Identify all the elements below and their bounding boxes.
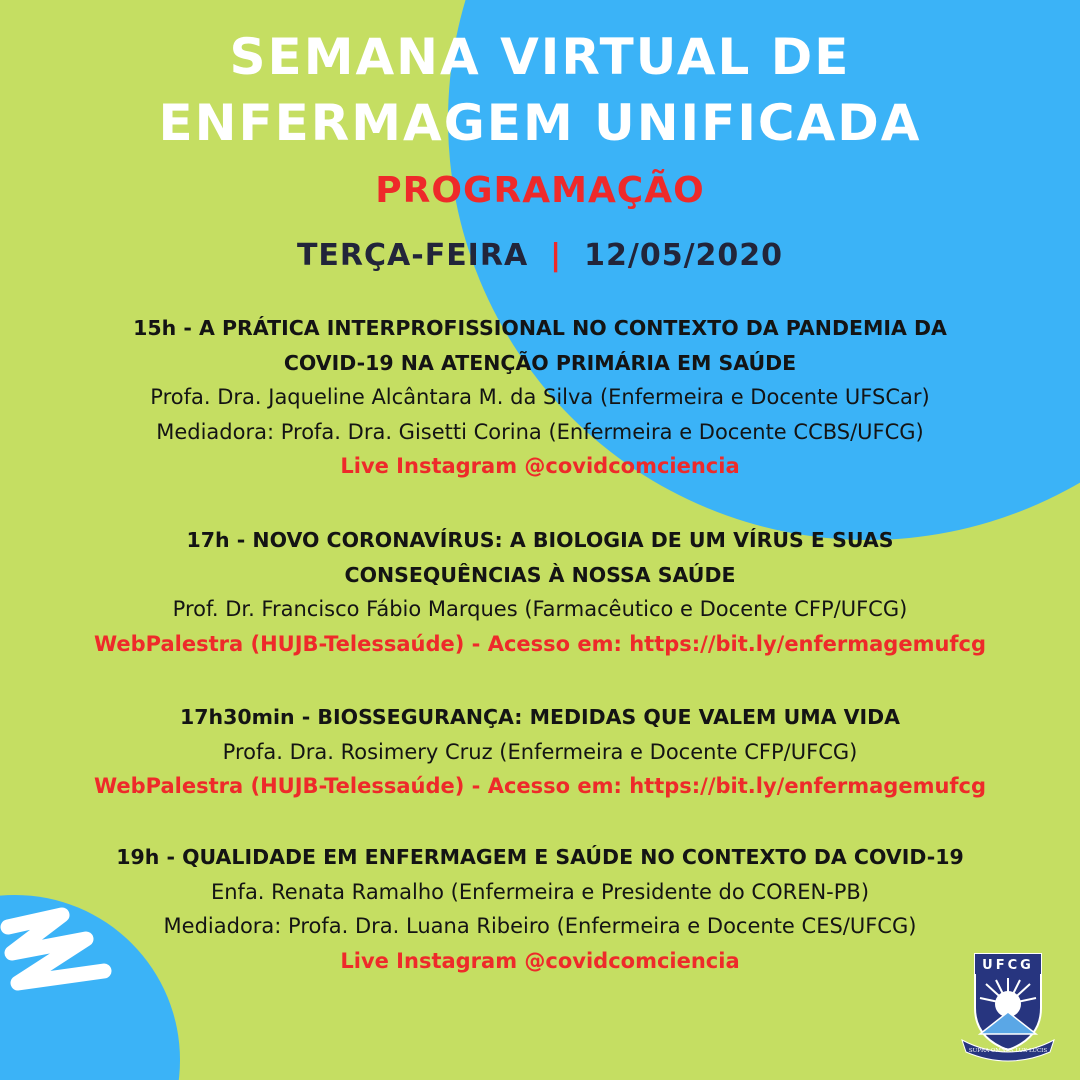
logo-motto: SUPRA OMNES LUX LUCIS: [968, 1048, 1048, 1054]
event-block-2: [0, 523, 1080, 661]
title-line-1: SEMANA VIRTUAL DE: [229, 28, 851, 86]
event-title-line: 19h - QUALIDADE EM ENFERMAGEM E SAÚDE NO CONTEXTO DA COVID-19: [116, 845, 964, 869]
ufcg-logo-icon: [958, 952, 1058, 1062]
event-channel: Live Instagram @covidcomciencia: [340, 454, 740, 478]
event-speaker: Prof. Dr. Francisco Fábio Marques (Farmacêutico e Docente CFP/UFCG): [172, 597, 908, 621]
event-title-line: COVID-19 NA ATENÇÃO PRIMÁRIA EM SAÚDE: [283, 350, 797, 375]
date-line: [0, 238, 1080, 273]
program-subtitle: PROGRAMAÇÃO: [375, 170, 705, 211]
title-line-2: ENFERMAGEM UNIFICADA: [158, 94, 922, 152]
event-mediator: Mediadora: Profa. Dra. Gisetti Corina (Enfermeira e Docente CCBS/UFCG): [156, 419, 924, 444]
event-block-1: [0, 311, 1080, 484]
event-speaker: Profa. Dra. Rosimery Cruz (Enfermeira e Docente CFP/UFCG): [222, 739, 858, 764]
event-title-line: 15h - A PRÁTICA INTERPROFISSIONAL NO CONTEXTO DA PANDEMIA DA: [133, 316, 947, 340]
event-title-line: 17h - NOVO CORONAVÍRUS: A BIOLOGIA DE UM VÍRUS E SUAS: [186, 528, 894, 552]
event-title-line: CONSEQUÊNCIAS À NOSSA SAÚDE: [344, 562, 736, 587]
event-mediator: Mediadora: Profa. Dra. Luana Ribeiro (Enfermeira e Docente CES/UFCG): [163, 914, 917, 938]
event-block-3: [0, 700, 1080, 804]
logo-name: UFCG: [982, 958, 1034, 973]
event-speaker: Profa. Dra. Jaqueline Alcântara M. da Silva (Enfermeira e Docente UFSCar): [150, 385, 930, 409]
event-channel: WebPalestra (HUJB-Telessaúde) - Acesso em: https://bit.ly/enfermagemufcg: [93, 774, 987, 798]
date-separator: |: [550, 238, 563, 273]
event-channel: Live Instagram @covidcomciencia: [340, 948, 740, 973]
date-value: 12/05/2020: [584, 238, 784, 273]
event-speaker: Enfa. Renata Ramalho (Enfermeira e Presidente do COREN-PB): [210, 879, 870, 904]
event-channel: WebPalestra (HUJB-Telessaúde) - Acesso em: https://bit.ly/enfermagemufcg: [93, 631, 987, 656]
event-block-4: [0, 840, 1080, 978]
event-title-line: 17h30min - BIOSSEGURANÇA: MEDIDAS QUE VALEM UMA VIDA: [179, 705, 901, 729]
weekday: TERÇA-FEIRA: [296, 238, 529, 273]
